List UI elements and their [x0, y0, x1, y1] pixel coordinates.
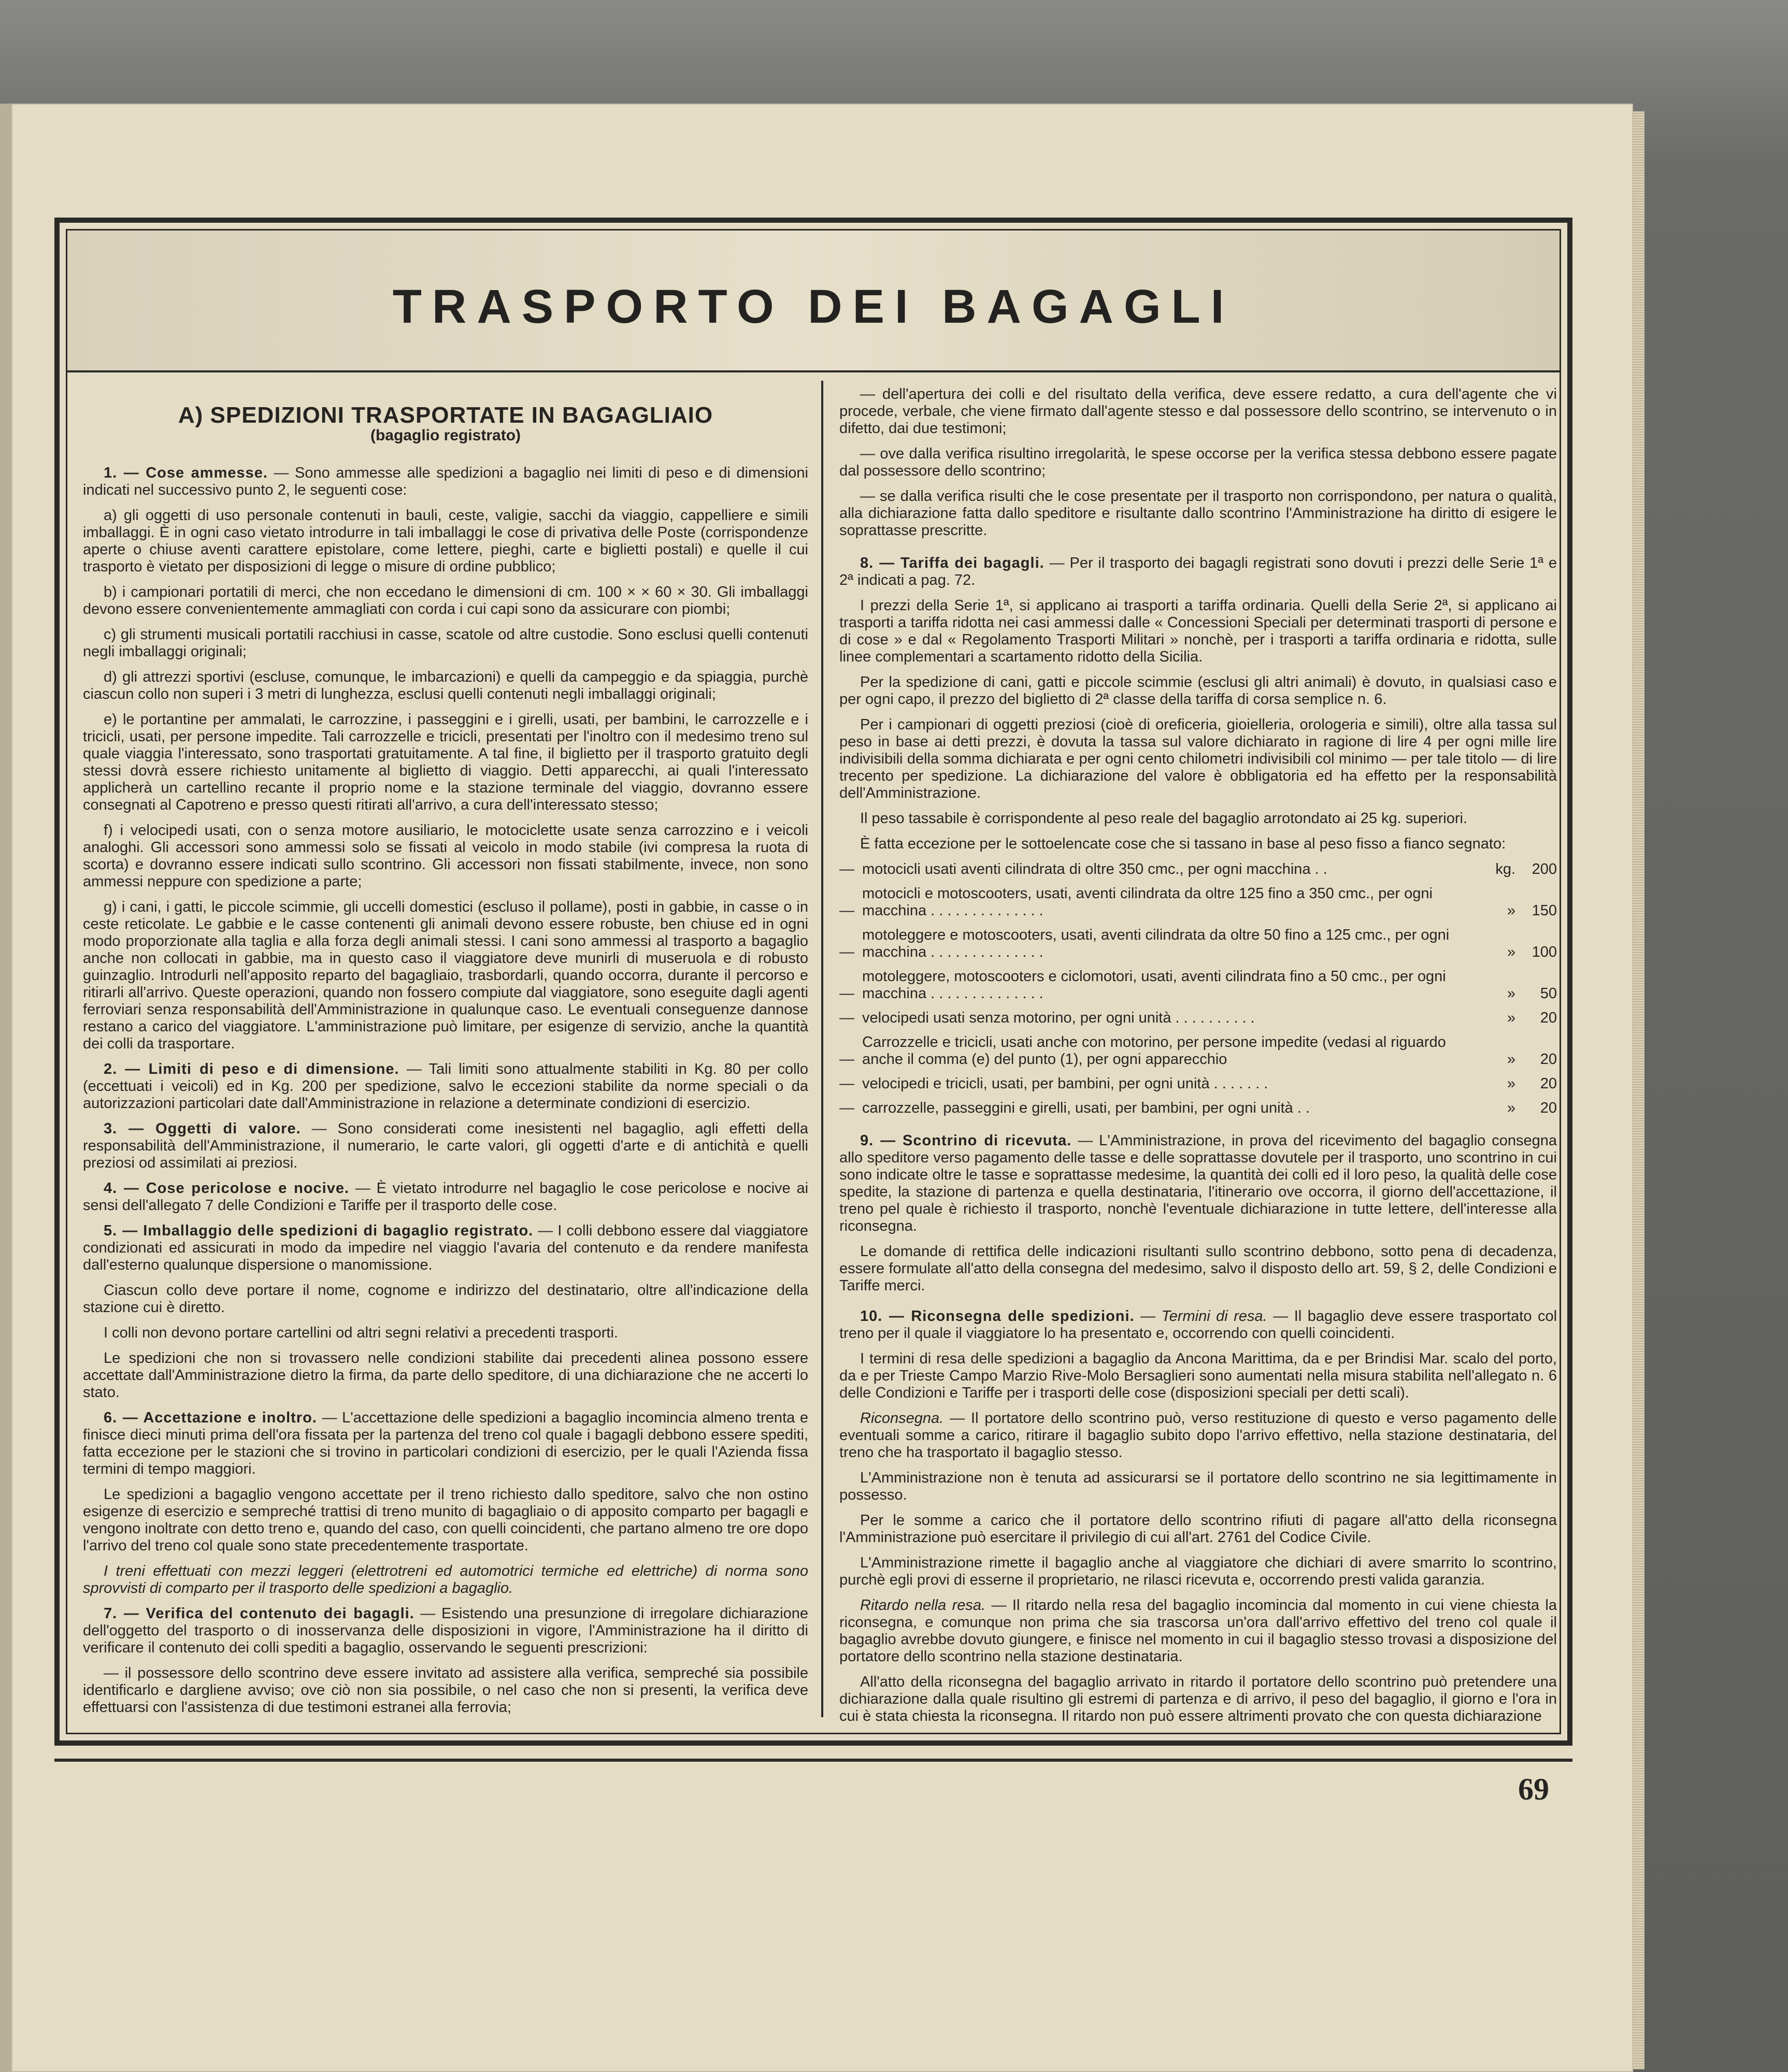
paragraph-6: 6. — Accettazione e inoltro. — L'accettazione delle spedizioni a bagaglio incomincia almeno trenta e finisce dieci minuti prima dell'ora fissata per la partenza del treno col quale i bagagli debbono essere spediti, fatta eccezione per le stazioni che si trovino in particolari condizioni di esercizio, per le quali l'Azienda fissa termini di tempo maggiori.	[83, 1409, 808, 1477]
column-divider	[821, 381, 823, 1717]
paragraph-6c: I treni effettuati con mezzi leggeri (elettrotreni ed automotrici termiche ed elettriche) di norma sono sprovvisti di comparto per il trasporto delle spedizioni a bagaglio.	[83, 1563, 808, 1596]
page-frame-inner	[66, 229, 1561, 1734]
book-page	[11, 104, 1633, 2072]
item-g: g) i cani, i gatti, le piccole scimmie, gli uccelli domestici (escluso il pollame), posti in gabbie, in casse o in ceste reticolate. Le gabbie e le casse contenenti gli animali devono essere robuste, ben chiuse ed in ogni modo proporzionate alla taglia e alla forza degli animali stessi. I cani sono ammessi al trasporto a bagaglio anche non collocati in gabbie, ma in questo caso il viaggiatore deve munirli di museruola e di robusto guinzaglio. Introdurli nell'apposito reparto del bagagliaio, trasbordarli, quando occorra, durante il percorso e ritirarli all'arrivo. Queste operazioni, quando non fossero compiute dal viaggiatore, sono eseguite dagli agenti ferroviari senza responsabilità dell'Amministrazione in qualunque caso. Le eventuali conseguenze dannose restano a carico del viaggiatore. L'amministrazione può limitare, per esigenze di servizio, anche la quantità dei colli da trasportare.	[83, 899, 808, 1052]
item-f: f) i velocipedi usati, con o senza motore ausiliario, le motociclette usate senza carrozzino e i veicoli analoghi. Gli accessori sono ammessi solo se fissati al veicolo in modo stabile (ivi compresa la ruota di scorta) e dovranno essere indicati sullo scontrino. Gli accessori non fissati stabilmente, invece, non sono ammessi neppure con spedizione a parte;	[83, 822, 808, 890]
paragraph-8b: I prezzi della Serie 1ª, si applicano ai trasporti a tariffa ordinaria. Quelli della Serie 2ª, si applicano ai trasporti a tariffa ridotta nei casi ammessi dalle « Concessioni Speciali per determinati trasporti di persone e di cose » e dal « Regolamento Trasporti Militari » nonchè, per i trasporti a tariffa ordinaria e ridotta, sulle linee complementari a scartamento ridotto della Sicilia.	[839, 597, 1557, 665]
page-edge	[1633, 111, 1644, 2069]
paragraph-10c: Riconsegna. — Il portatore dello scontrino può, verso restituzione di questo e verso pagamento delle eventuali somme a carico, ritirare il bagaglio subito dopo l'arrivo effettivo, nella stazione destinataria, del treno che ha trasportato il bagaglio stesso.	[839, 1410, 1557, 1461]
right-column	[839, 386, 1557, 1733]
paragraph-1: 1. — Cose ammesse. — Sono ammesse alle spedizioni a bagaglio nei limiti di peso e di dimensioni indicati nel successivo punto 2, le seguenti cose:	[83, 465, 808, 498]
paragraph-3: 3. — Oggetti di valore. — Sono considerati come inesistenti nel bagaglio, agli effetti della responsabilità dell'Amministrazione, il numerario, le carte valori, gli oggetti d'arte e di antichità e quelli preziosi od assimilati ai preziosi.	[83, 1120, 808, 1171]
fare-row: — velocipedi usati senza motorino, per ogni unità . . . . . . . . . . » 20	[839, 1010, 1557, 1026]
title-band	[67, 231, 1560, 372]
paragraph-r1: — dell'apertura dei colli e del risultato della verifica, deve essere redatto, a cura dell'agente che vi procede, verbale, che viene firmato dall'agente stesso e dal possessore dello scontrino, se intervenuto o in difetto, dai due testimoni;	[839, 386, 1557, 437]
paragraph-8e: Il peso tassabile è corrispondente al peso reale del bagaglio arrotondato ai 25 kg. superiori.	[860, 810, 1468, 827]
paragraph-10b: I termini di resa delle spedizioni a bagaglio da Ancona Marittima, da e per Brindisi Mar. scalo del porto, da e per Trieste Campo Marzio Rive-Molo Bersaglieri sono aumentati nella misura stabilita nell'allegato n. 6 delle Condizioni e Tariffe per i trasporti delle cose (disposizioni speciali per detti scali).	[839, 1350, 1557, 1401]
page-frame	[54, 218, 1572, 1746]
fare-row: — carrozzelle, passeggini e girelli, usati, per bambini, per ogni unità . . » 20	[839, 1100, 1557, 1116]
paragraph-10h: All'atto della riconsegna del bagaglio arrivato in ritardo il portatore dello scontrino può pretendere una dichiarazione dalla quale risultino gli estremi di partenza e di arrivo, il peso del bagaglio, il giorno e l'ora in cui è stata chiesta la riconsegna. Il ritardo non può essere altrimenti provato che con questa dichiarazione	[839, 1674, 1557, 1724]
paragraph-10g: Ritardo nella resa. — Il ritardo nella resa del bagaglio incomincia dal momento in cui viene chiesta la riconsegna, e comunque non prima che sia trascorsa un'ora dall'arrivo effettivo del treno col quale il bagaglio avrebbe dovuto giungere, e finisce nel momento in cui il bagaglio stesso trovasi a disposizione del portatore dello scontrino nella stazione destinataria.	[839, 1597, 1557, 1665]
left-column	[83, 386, 808, 1724]
paragraph-8c: Per la spedizione di cani, gatti e piccole scimmie (esclusi gli altri animali) è dovuto, in qualsiasi caso e per ogni capo, il prezzo del biglietto di 2ª classe della tariffa di corsa semplice n. 6.	[839, 674, 1557, 708]
paragraph-6b: Le spedizioni a bagaglio vengono accettate per il treno richiesto dallo speditore, salvo che non ostino esigenze di esercizio e sempreché trattisi di treno munito di bagagliaio o di apposito comparto per bagagli e vengono inoltrate con detto treno e, quando del caso, con quelli coincidenti, che partano almeno tre ore dopo l'arrivo del treno col quale sono state precedentemente trasportate.	[83, 1486, 808, 1554]
paragraph-10d: L'Amministrazione non è tenuta ad assicurarsi se il portatore dello scontrino ne sia legittimamente in possesso.	[839, 1470, 1557, 1503]
paragraph-2: 2. — Limiti di peso e di dimensione. — Tali limiti sono attualmente stabiliti in Kg. 80 per collo (eccettuati i veicoli) ed in Kg. 200 per spedizione, salvo le eccezioni stabilite da norme speciali o da autorizzazioni particolari date dall'Amministrazione in relazione a determinate condizioni di esercizio.	[83, 1061, 808, 1112]
paragraph-8d: Per i campionari di oggetti preziosi (cioè di oreficeria, gioielleria, orologeria e simili), oltre alla tassa sul peso in base ai detti prezzi, è dovuta la tassa sul valore dichiarato in ragione di lire 4 per ogni mille lire indivisibili della somma dichiarata e per ogni cento chilometri indivisibili col minimo — per tale titolo — di lire trecento per spedizione. La dichiarazione del valore è obbligatoria ed ha effetto per la responsabilità dell'Amministrazione.	[839, 716, 1557, 801]
item-d: d) gli attrezzi sportivi (escluse, comunque, le imbarcazioni) e quelli da campeggio e da spiaggia, purchè ciascun collo non superi i 3 metri di lunghezza, esclusi quelli contenuti negli imballaggi originali;	[83, 669, 808, 702]
fare-row: — motocicli usati aventi cilindrata di oltre 350 cmc., per ogni macchina . . kg. 200	[839, 861, 1557, 877]
paragraph-7: 7. — Verifica del contenuto dei bagagli. — Esistendo una presunzione di irregolare dichiarazione dell'oggetto del trasporto o di inosservanza delle disposizioni in vigore, l'Amministrazione ha il diritto di verificare il contenuto dei colli spediti a bagaglio, osservando le seguenti prescrizioni:	[83, 1605, 808, 1656]
section-subtitle: (bagaglio registrato)	[370, 427, 521, 444]
fare-row: — motoleggere e motoscooters, usati, aventi cilindrata da oltre 50 fino a 125 cmc., per ogni macchina . . . . . . . . . . . . . . » 100	[839, 927, 1557, 960]
paragraph-5: 5. — Imballaggio delle spedizioni di bagaglio registrato. — I colli debbono essere dal viaggiatore condizionati ed assicurati in modo da impedire nel viaggio l'avaria del contenuto e da rendere manifesta dall'esterno qualunque dispersione o manomissione.	[83, 1222, 808, 1273]
fare-row: — Carrozzelle e tricicli, usati anche con motorino, per persone impedite (vedasi al riguardo anche il comma (e) del punto (1), per ogni apparecchio » 20	[839, 1034, 1557, 1068]
paragraph-10e: Per le somme a carico che il portatore dello scontrino rifiuti di pagare all'atto della riconsegna l'Amministrazione può esercitare il privilegio di cui all'art. 2761 del Codice Civile.	[839, 1512, 1557, 1546]
paragraph-10: 10. — Riconsegna delle spedizioni. — Termini di resa. — Il bagaglio deve essere trasportato col treno per il quale il viaggiatore lo ha presentato e, occorrendo con quelli coincidenti.	[839, 1308, 1557, 1342]
item-a: a) gli oggetti di uso personale contenuti in bauli, ceste, valigie, sacchi da viaggio, cappelliere e simili imballaggi. È in ogni caso vietato introdurre in tali imballaggi le cose di privativa delle Poste (corrispondenze aperte o chiuse aventi carattere epistolare, come lettere, pieghi, carte e biglietti postali) e quelle il cui trasporto è vietato per disposizioni di legge o misure di ordine pubblico;	[83, 507, 808, 575]
paragraph-5d: Le spedizioni che non si trovassero nelle condizioni stabilite dai precedenti alinea possono essere accettate dall'Amministrazione dietro la firma, da parte dello speditore, di una dichiarazione che ne accerti lo stato.	[83, 1350, 808, 1401]
fare-row: — motocicli e motoscooters, usati, aventi cilindrata da oltre 125 fino a 350 cmc., per ogni macchina . . . . . . . . . . . . . . » 150	[839, 885, 1557, 919]
item-b: b) i campionari portatili di merci, che non eccedano le dimensioni di cm. 100 × × 60 × 30. Gli imballaggi devono essere convenientemente ammagliati con corda i cui capi sono da assicurare con piombi;	[83, 584, 808, 617]
paragraph-10f: L'Amministrazione rimette il bagaglio anche al viaggiatore che dichiari di avere smarrito lo scontrino, purchè egli provi di esserne il proprietario, ne rilasci ricevuta e, occorrendo presti valida garanzia.	[839, 1555, 1557, 1588]
paragraph-9: 9. — Scontrino di ricevuta. — L'Amministrazione, in prova del ricevimento del bagaglio consegna allo speditore verso pagamento delle tasse e delle soprattasse dovutele per il trasporto, uno scontrino in cui sono indicate oltre le tasse e soprattasse medesime, la quantità dei colli ed il loro peso, la qualità delle cose spedite, la stazione di partenza e quella destinataria, l'itinerario ove occorra, il giorno dell'accettazione, il treno pel quale è richiesto il trasporto, nonchè l'eventuale dichiarazione in tutte lettere, dell'interesse alla riconsegna.	[839, 1132, 1557, 1234]
book-spine	[0, 104, 11, 2072]
paragraph-8: 8. — Tariffa dei bagagli. — Per il trasporto dei bagagli registrati sono dovuti i prezzi delle Serie 1ª e 2ª indicati a pag. 72.	[839, 555, 1557, 588]
paragraph-8f: È fatta eccezione per le sottoelencate cose che si tassano in base al peso fisso a fianco segnato:	[860, 836, 1506, 852]
section-title: A) SPEDIZIONI TRASPORTATE IN BAGAGLIAIO	[178, 402, 713, 428]
item-e: e) le portantine per ammalati, le carrozzine, i passeggini e i girelli, usati, per bambini, le carrozzelle e i tricicli, usati, per persone impedite. Tali carrozzelle e tricicli, presentati per l'inoltro con il medesimo treno sul quale viaggia l'interessato, sono trasportati gratuitamente. A tal fine, il biglietto per il trasporto gratuito degli stessi dovrà essere richiesto unitamente al biglietto di viaggio. Detti apparecchi, ai quali l'interessato applicherà un cartellino recante il proprio nome e la stazione terminale del viaggio, dovranno essere consegnati al Capotreno e presso questi ritirati all'arrivo, a cura dell'interessato stesso;	[83, 711, 808, 813]
paragraph-9b: Le domande di rettifica delle indicazioni risultanti sullo scontrino debbono, sotto pena di decadenza, essere formulate all'atto della consegna del medesimo, salvo il disposto dello art. 59, § 2, delle Condizioni e Tariffe merci.	[839, 1243, 1557, 1294]
paragraph-r2: — ove dalla verifica risultino irregolarità, le spese occorse per la verifica stessa debbono essere pagate dal possessore dello scontrino;	[839, 445, 1557, 479]
paragraph-4: 4. — Cose pericolose e nocive. — È vietato introdurre nel bagaglio le cose pericolose e nocive ai sensi dell'allegato 7 delle Condizioni e Tariffe per il trasporto delle cose.	[83, 1180, 809, 1214]
bottom-rule	[54, 1759, 1572, 1762]
paragraph-5b: Ciascun collo deve portare il nome, cognome e indirizzo del destinatario, oltre all'indicazione della stazione cui è diretto.	[83, 1282, 808, 1316]
fare-row: — motoleggere, motoscooters e ciclomotori, usati, aventi cilindrata fino a 50 cmc., per ogni macchina . . . . . . . . . . . . . . » 50	[839, 968, 1557, 1002]
page-title: TRASPORTO DEI BAGAGLI	[392, 280, 1235, 333]
item-c: c) gli strumenti musicali portatili racchiusi in casse, scatole od altre custodie. Sono esclusi quelli contenuti negli imballaggi originali;	[83, 626, 808, 660]
fare-row: — velocipedi e tricicli, usati, per bambini, per ogni unità . . . . . . . » 20	[839, 1075, 1557, 1092]
paragraph-r3: — se dalla verifica risulti che le cose presentate per il trasporto non corrispondono, per natura o qualità, alla dichiarazione fatta dallo speditore e risultante dallo scontrino l'Amministrazione ha diritto di esigere le soprattasse prescritte.	[839, 488, 1557, 539]
page-number: 69	[1518, 1772, 1549, 1806]
paragraph-7b: — il possessore dello scontrino deve essere invitato ad assistere alla verifica, sempreché sia possibile identificarlo e dargliene avviso; ove ciò non sia possibile, o nel caso che non si presenti, la verifica deve effettuarsi con l'assistenza di due testimoni estranei alla ferrovia;	[83, 1665, 808, 1716]
paragraph-5c: I colli non devono portare cartellini od altri segni relativi a precedenti trasporti.	[104, 1325, 618, 1341]
fixed-weight-list	[839, 861, 1557, 1117]
